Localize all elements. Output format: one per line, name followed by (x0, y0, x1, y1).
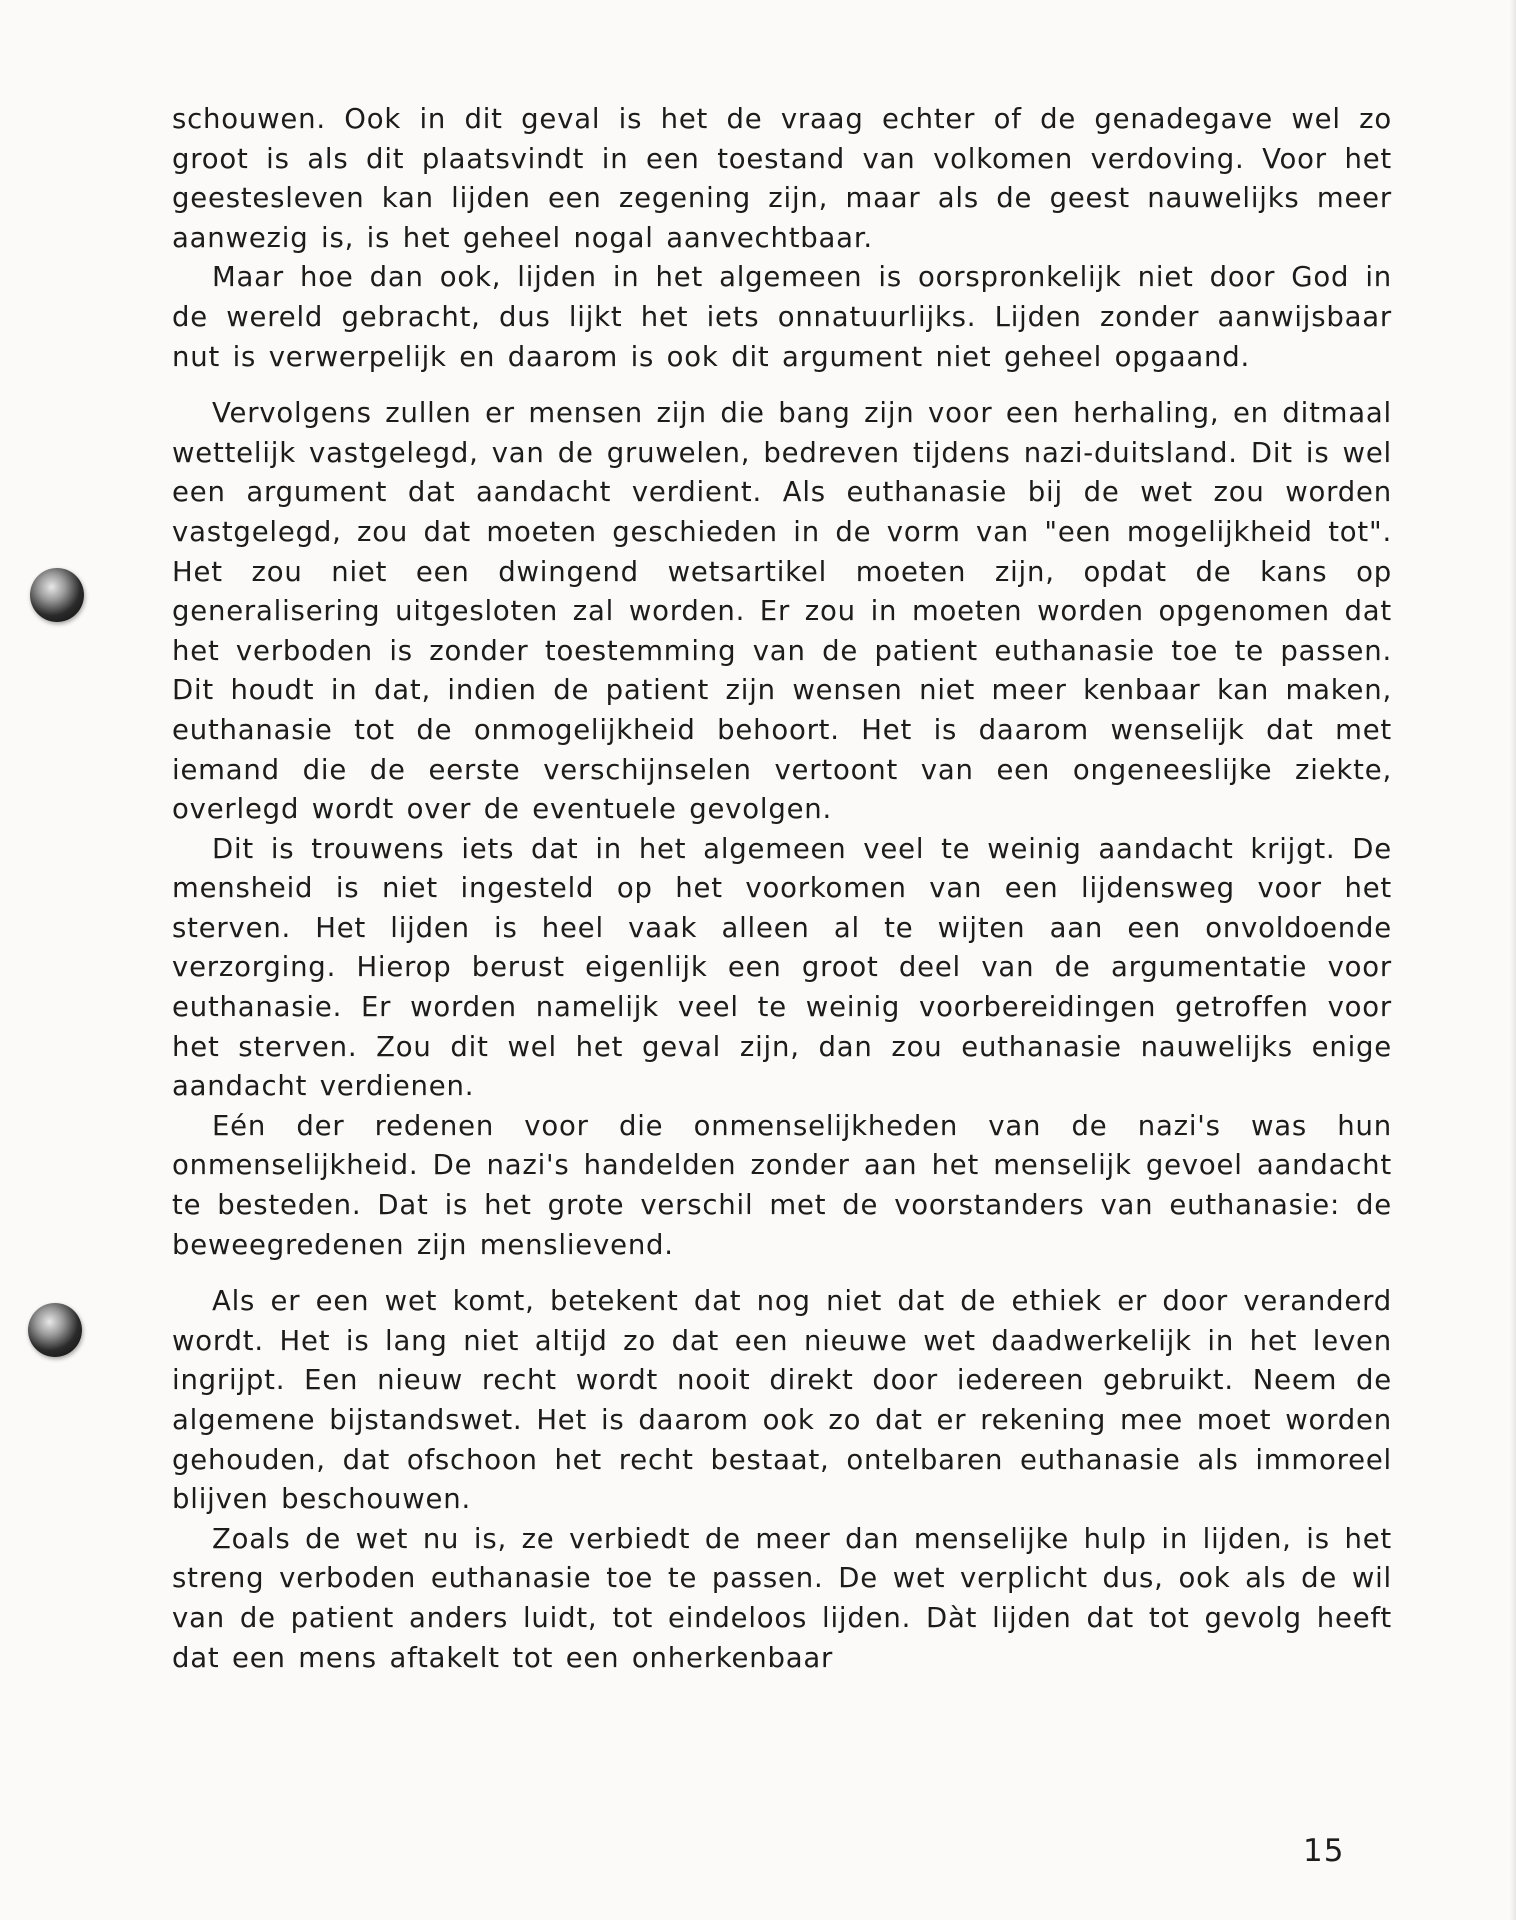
paragraph-6: Als er een wet komt, betekent dat nog niet dat de ethiek er door veranderd wordt. Het is lang niet altijd zo dat een nieuwe wet daadwerkelijk in het leven ingrijpt. Een nieuw recht wordt nooit direkt door iedereen gebruikt. Neem de algemene bijstandswet. Het is daarom ook zo dat er rekening mee moet worden gehouden, dat ofschoon het recht bestaat, ontelbaren euthanasie als immoreel blijven beschouwen. (172, 1285, 1392, 1516)
paragraph-7: Zoals de wet nu is, ze verbiedt de meer dan menselijke hulp in lijden, is het streng verboden euthanasie toe te passen. De wet verplicht dus, ook als de wil van de patient anders luidt, tot eindeloos lijden. Dàt lijden dat tot gevolg heeft dat een mens aftakelt tot een onherkenbaar (172, 1522, 1392, 1674)
page-edge (1510, 0, 1516, 1920)
body-text (172, 100, 1392, 1678)
paragraph-1: schouwen. Ook in dit geval is het de vraag echter of de genadegave wel zo groot is als dit plaatsvindt in een toestand van volkomen verdoving. Voor het geestesleven kan lijden een zegening zijn, maar als de geest nauwelijks meer aanwezig is, is het geheel nogal aanvechtbaar. (172, 103, 1392, 254)
paragraph-3: Vervolgens zullen er mensen zijn die bang zijn voor een herhaling, en ditmaal wettelijk vastgelegd, van de gruwelen, bedreven tijdens nazi-duitsland. Dit is wel een argument dat aandacht verdient. Als euthanasie bij de wet zou worden vastgelegd, zou dat moeten geschieden in de vorm van "een mogelijkheid tot". Het zou niet een dwingend wetsartikel moeten zijn, opdat de kans op generalisering uitgesloten zal worden. Er zou in moeten worden opgenomen dat het verboden is zonder toestemming van de patient euthanasie toe te passen. Dit houdt in dat, indien de patient zijn wensen niet meer kenbaar kan maken, euthanasie tot de onmogelijkheid behoort. Het is daarom wenselijk dat met iemand die de eerste verschijnselen vertoont van een ongeneeslijke ziekte, overlegd wordt over de eventuele gevolgen. (172, 397, 1392, 826)
punch-hole-top (30, 568, 84, 622)
paragraph-2: Maar hoe dan ook, lijden in het algemeen is oorspronkelijk niet door God in de wereld gebracht, dus lijkt het iets onnatuurlijks. Lijden zonder aanwijsbaar nut is verwerpelijk en daarom is ook dit argument niet geheel opgaand. (172, 261, 1392, 373)
paragraph-5: Eén der redenen voor die onmenselijkheden van de nazi's was hun onmenselijkheid. De nazi's handelden zonder aan het menselijk gevoel aandacht te besteden. Dat is het grote verschil met de voorstanders van euthanasie: de beweegredenen zijn menslievend. (172, 1109, 1392, 1261)
paragraph-4: Dit is trouwens iets dat in het algemeen veel te weinig aandacht krijgt. De mensheid is niet ingesteld op het voorkomen van een lijdensweg voor het sterven. Het lijden is heel vaak alleen al te wijten aan een onvoldoende verzorging. Hierop berust eigenlijk een groot deel van de argumentatie voor euthanasie. Er worden namelijk veel te weinig voorbereidingen getroffen voor het sterven. Zou dit wel het geval zijn, dan zou euthanasie nauwelijks enige aandacht verdienen. (172, 832, 1392, 1103)
punch-hole-bottom (28, 1303, 82, 1357)
page-number: 15 (1303, 1833, 1345, 1869)
